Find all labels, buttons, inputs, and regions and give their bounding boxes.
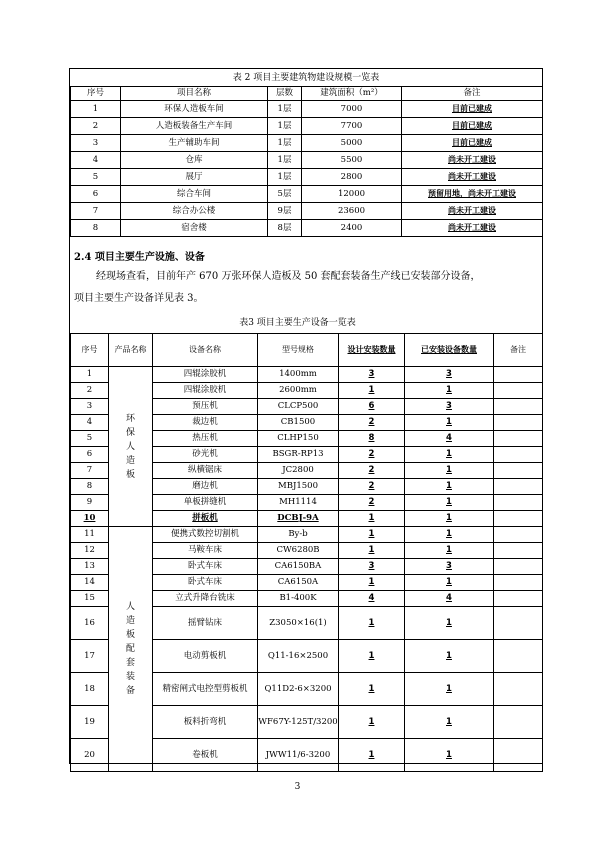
cell: 7 xyxy=(71,203,121,220)
remark-cell xyxy=(494,399,543,415)
model-spec: BSGR-RP13 xyxy=(258,447,339,463)
row-number: 6 xyxy=(71,447,109,463)
cell: 7700 xyxy=(302,118,402,135)
table-row xyxy=(71,220,543,237)
status-cell: 尚未开工建设 xyxy=(402,203,543,220)
status-cell: 目前已建成 xyxy=(402,101,543,118)
equipment-name: 卧式车床 xyxy=(153,559,258,575)
status-cell: 预留用地，尚未开工建设 xyxy=(402,186,543,203)
table2-header: 备注 xyxy=(402,87,543,101)
table2-header-row xyxy=(71,87,543,101)
status-cell: 尚未开工建设 xyxy=(402,169,543,186)
cell: 1 xyxy=(71,101,121,118)
installed-quantity: 4 xyxy=(405,591,494,607)
cell: 6 xyxy=(71,186,121,203)
cell: 5500 xyxy=(302,152,402,169)
cell: 2 xyxy=(71,118,121,135)
design-quantity: 2 xyxy=(339,415,405,431)
cell: 5 xyxy=(71,169,121,186)
model-spec: Q11D2-6×3200 xyxy=(258,673,339,706)
installed-quantity: 1 xyxy=(405,495,494,511)
cell: 1层 xyxy=(268,101,302,118)
cell: 23600 xyxy=(302,203,402,220)
row-number: 4 xyxy=(71,415,109,431)
cell: 8层 xyxy=(268,220,302,237)
cell: 环保人造板车间 xyxy=(121,101,268,118)
cell: 4 xyxy=(71,152,121,169)
cell: 宿舍楼 xyxy=(121,220,268,237)
model-spec: JC2800 xyxy=(258,463,339,479)
cell: 2800 xyxy=(302,169,402,186)
cell: 2400 xyxy=(302,220,402,237)
table2-header: 项目名称 xyxy=(121,87,268,101)
page-frame xyxy=(69,68,543,764)
remark-cell xyxy=(494,543,543,559)
row-number: 17 xyxy=(71,640,109,673)
design-quantity: 1 xyxy=(339,739,405,772)
table-row xyxy=(71,203,543,220)
remark-cell xyxy=(494,447,543,463)
equipment-name: 热压机 xyxy=(153,431,258,447)
remark-cell xyxy=(494,367,543,383)
table-row xyxy=(71,169,543,186)
design-quantity: 3 xyxy=(339,367,405,383)
equipment-name: 卧式车床 xyxy=(153,575,258,591)
model-spec: DCBJ-9A xyxy=(258,511,339,527)
row-number: 14 xyxy=(71,575,109,591)
table3-header: 设备名称 xyxy=(153,334,258,367)
section-heading: 2.4 项目主要生产设施、设备 xyxy=(74,252,205,263)
row-number: 19 xyxy=(71,706,109,739)
product-group-supporting-equipment xyxy=(109,527,153,772)
model-spec: Z3050×16(1) xyxy=(258,607,339,640)
installed-quantity: 3 xyxy=(405,559,494,575)
model-spec: CLHP150 xyxy=(258,431,339,447)
model-spec: JWW11/6-3200 xyxy=(258,739,339,772)
equipment-name: 磨边机 xyxy=(153,479,258,495)
equipment-name: 拼板机 xyxy=(153,511,258,527)
table3-header-row xyxy=(71,334,543,367)
table3-header: 型号规格 xyxy=(258,334,339,367)
installed-quantity: 1 xyxy=(405,415,494,431)
table3-body xyxy=(71,367,543,772)
design-quantity: 6 xyxy=(339,399,405,415)
table-row xyxy=(71,152,543,169)
remark-cell xyxy=(494,527,543,543)
installed-quantity: 4 xyxy=(405,431,494,447)
design-quantity: 1 xyxy=(339,640,405,673)
remark-cell xyxy=(494,495,543,511)
equipment-name: 预压机 xyxy=(153,399,258,415)
row-number: 16 xyxy=(71,607,109,640)
row-number: 10 xyxy=(71,511,109,527)
equipment-name: 便携式数控切割机 xyxy=(153,527,258,543)
cell: 5层 xyxy=(268,186,302,203)
remark-cell xyxy=(494,591,543,607)
design-quantity: 1 xyxy=(339,543,405,559)
design-quantity: 1 xyxy=(339,575,405,591)
design-quantity: 3 xyxy=(339,559,405,575)
cell: 1层 xyxy=(268,152,302,169)
equipment-name: 裁边机 xyxy=(153,415,258,431)
row-number: 2 xyxy=(71,383,109,399)
installed-quantity: 3 xyxy=(405,367,494,383)
design-quantity: 1 xyxy=(339,607,405,640)
table2-caption: 表 2 项目主要建筑物建设规模一览表 xyxy=(232,73,380,83)
equipment-name: 四辊涂胶机 xyxy=(153,367,258,383)
product-group-environmental-board xyxy=(109,367,153,527)
design-quantity: 2 xyxy=(339,447,405,463)
equipment-table xyxy=(70,333,543,772)
row-number: 12 xyxy=(71,543,109,559)
row-number: 7 xyxy=(71,463,109,479)
design-quantity: 1 xyxy=(339,527,405,543)
remark-cell xyxy=(494,431,543,447)
equipment-name: 精密闸式电控型剪板机 xyxy=(153,673,258,706)
row-number: 8 xyxy=(71,479,109,495)
cell: 5000 xyxy=(302,135,402,152)
cell: 7000 xyxy=(302,101,402,118)
design-quantity: 2 xyxy=(339,495,405,511)
product-group-label: 环保人造板 xyxy=(125,413,135,480)
equipment-name: 马鞍车床 xyxy=(153,543,258,559)
remark-cell xyxy=(494,479,543,495)
installed-quantity: 3 xyxy=(405,399,494,415)
table-row xyxy=(71,135,543,152)
model-spec: CW6280B xyxy=(258,543,339,559)
design-quantity: 1 xyxy=(339,673,405,706)
model-spec: Q11-16×2500 xyxy=(258,640,339,673)
design-quantity: 2 xyxy=(339,463,405,479)
row-number: 18 xyxy=(71,673,109,706)
cell: 1层 xyxy=(268,135,302,152)
equipment-name: 卷板机 xyxy=(153,739,258,772)
design-quantity: 4 xyxy=(339,591,405,607)
model-spec: MH1114 xyxy=(258,495,339,511)
remark-cell xyxy=(494,607,543,640)
design-quantity: 1 xyxy=(339,706,405,739)
remark-cell xyxy=(494,511,543,527)
installed-quantity: 1 xyxy=(405,739,494,772)
row-number: 5 xyxy=(71,431,109,447)
row-number: 11 xyxy=(71,527,109,543)
cell: 1层 xyxy=(268,169,302,186)
table-row xyxy=(71,118,543,135)
table2-header: 序号 xyxy=(71,87,121,101)
row-number: 3 xyxy=(71,399,109,415)
remark-cell xyxy=(494,640,543,673)
table3-header: 已安装设备数量 xyxy=(405,334,494,367)
remark-cell xyxy=(494,463,543,479)
table2-header: 层数 xyxy=(268,87,302,101)
cell: 8 xyxy=(71,220,121,237)
model-spec: 2600mm xyxy=(258,383,339,399)
installed-quantity: 1 xyxy=(405,447,494,463)
equipment-name: 单板拼缝机 xyxy=(153,495,258,511)
cell: 仓库 xyxy=(121,152,268,169)
model-spec: B1-400K xyxy=(258,591,339,607)
cell: 3 xyxy=(71,135,121,152)
installed-quantity: 1 xyxy=(405,673,494,706)
model-spec: CA6150BA xyxy=(258,559,339,575)
design-quantity: 1 xyxy=(339,511,405,527)
installed-quantity: 1 xyxy=(405,463,494,479)
table3-header: 设计安装数量 xyxy=(339,334,405,367)
installed-quantity: 1 xyxy=(405,479,494,495)
table-row xyxy=(71,186,543,203)
installed-quantity: 1 xyxy=(405,640,494,673)
remark-cell xyxy=(494,575,543,591)
cell: 生产辅助车间 xyxy=(121,135,268,152)
cell: 人造板装备生产车间 xyxy=(121,118,268,135)
status-cell: 目前已建成 xyxy=(402,118,543,135)
equipment-name: 立式升降台铣床 xyxy=(153,591,258,607)
equipment-name: 电动剪板机 xyxy=(153,640,258,673)
equipment-name: 摇臂钻床 xyxy=(153,607,258,640)
cell: 综合车间 xyxy=(121,186,268,203)
table-row xyxy=(71,101,543,118)
remark-cell xyxy=(494,673,543,706)
model-spec: 1400mm xyxy=(258,367,339,383)
table3-header: 序号 xyxy=(71,334,109,367)
section-paragraph: 经现场查看，目前年产 670 万张环保人造板及 50 套配套装备生产线已安装部分设备， xyxy=(96,271,481,282)
model-spec: By-b xyxy=(258,527,339,543)
remark-cell xyxy=(494,706,543,739)
model-spec: MBJ1500 xyxy=(258,479,339,495)
equipment-name: 四辊涂胶机 xyxy=(153,383,258,399)
design-quantity: 8 xyxy=(339,431,405,447)
model-spec: WF67Y-125T/3200 xyxy=(258,706,339,739)
table-row xyxy=(71,527,543,543)
row-number: 9 xyxy=(71,495,109,511)
remark-cell xyxy=(494,383,543,399)
installed-quantity: 1 xyxy=(405,383,494,399)
row-number: 20 xyxy=(71,739,109,772)
equipment-name: 砂光机 xyxy=(153,447,258,463)
status-cell: 尚未开工建设 xyxy=(402,152,543,169)
equipment-name: 纵横锯床 xyxy=(153,463,258,479)
model-spec: CB1500 xyxy=(258,415,339,431)
table3-header: 产品名称 xyxy=(109,334,153,367)
cell: 9层 xyxy=(268,203,302,220)
buildings-table xyxy=(70,86,543,237)
cell: 综合办公楼 xyxy=(121,203,268,220)
model-spec: CA6150A xyxy=(258,575,339,591)
installed-quantity: 1 xyxy=(405,543,494,559)
row-number: 15 xyxy=(71,591,109,607)
design-quantity: 1 xyxy=(339,383,405,399)
cell: 1层 xyxy=(268,118,302,135)
equipment-name: 板料折弯机 xyxy=(153,706,258,739)
row-number: 1 xyxy=(71,367,109,383)
remark-cell xyxy=(494,559,543,575)
installed-quantity: 1 xyxy=(405,511,494,527)
model-spec: CLCP500 xyxy=(258,399,339,415)
remark-cell xyxy=(494,415,543,431)
section-paragraph-cont: 项目主要生产设备详见表 3。 xyxy=(74,293,204,304)
status-cell: 目前已建成 xyxy=(402,135,543,152)
installed-quantity: 1 xyxy=(405,706,494,739)
page-number: 3 xyxy=(294,782,301,792)
table3-caption: 表3 项目主要生产设备一览表 xyxy=(239,318,356,328)
status-cell: 尚未开工建设 xyxy=(402,220,543,237)
table3-header: 备注 xyxy=(494,334,543,367)
row-number: 13 xyxy=(71,559,109,575)
cell: 12000 xyxy=(302,186,402,203)
design-quantity: 2 xyxy=(339,479,405,495)
installed-quantity: 1 xyxy=(405,575,494,591)
table-row xyxy=(71,367,543,383)
table2-header: 建筑面积（m²） xyxy=(302,87,402,101)
installed-quantity: 1 xyxy=(405,527,494,543)
product-group-label: 人造板配套装备 xyxy=(125,602,135,696)
remark-cell xyxy=(494,739,543,772)
cell: 展厅 xyxy=(121,169,268,186)
installed-quantity: 1 xyxy=(405,607,494,640)
